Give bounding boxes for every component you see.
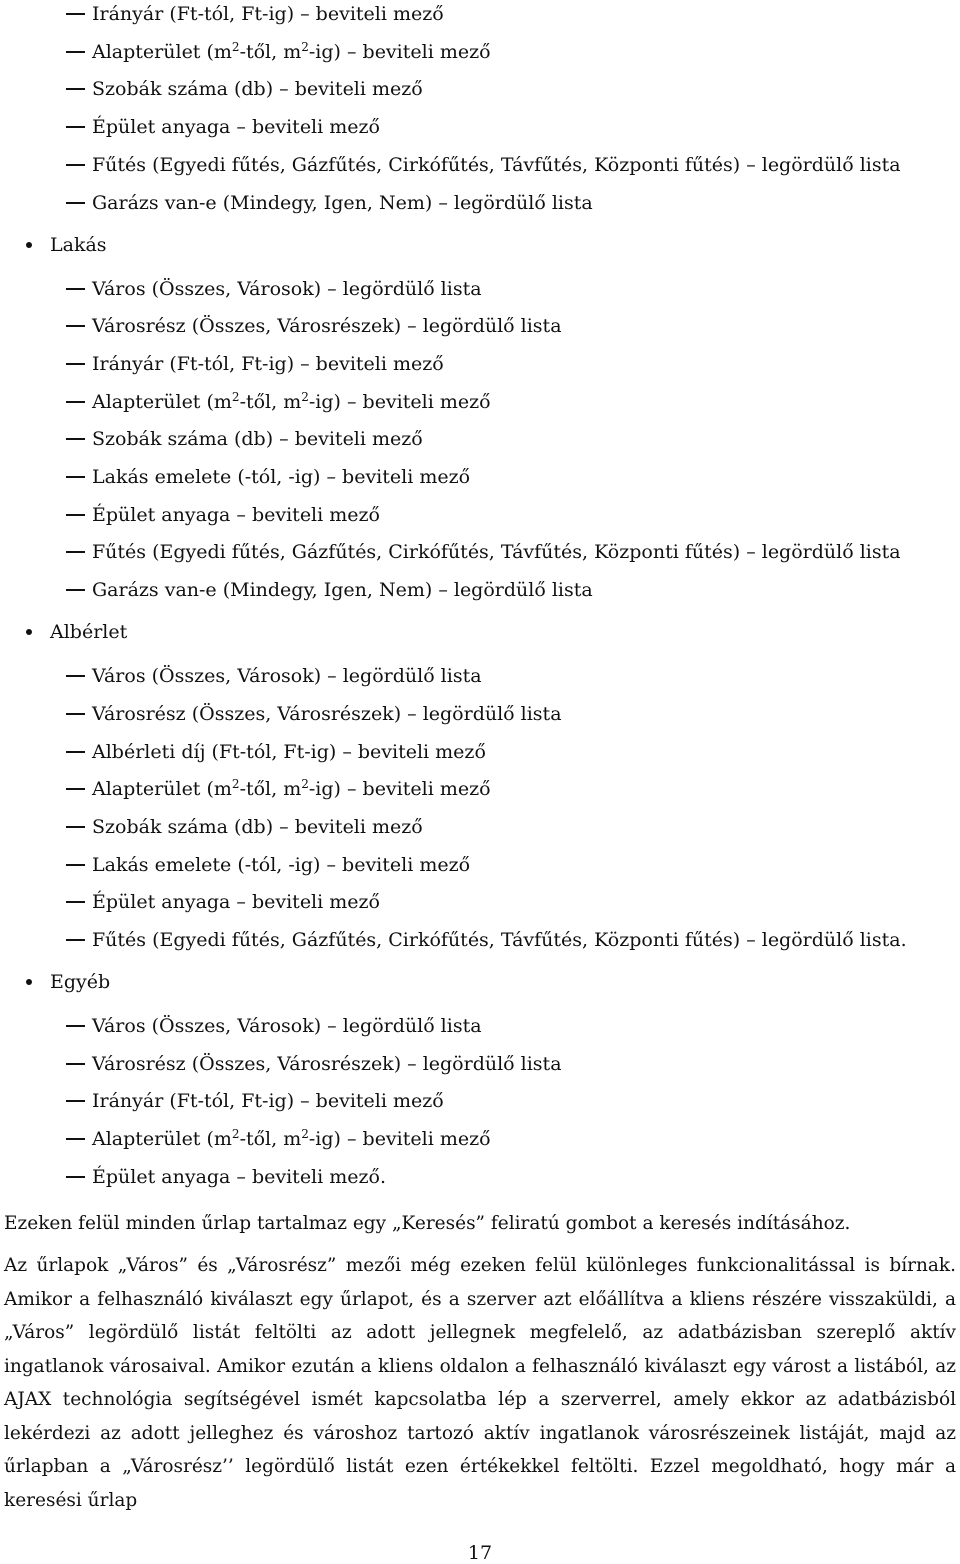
field-description	[92, 1166, 386, 1188]
superscript: 2	[231, 777, 240, 791]
text-segment: Lakás emelete (-tól, -ig) – beviteli mező	[92, 854, 471, 876]
city-district-paragraph: Az űrlapok „Város” és „Városrész” mezői még ezeken felül különleges funkcionalitással is bírnak. Amikor a felhasználó kiválaszt egy űrlapot, és a szerver azt előállítva a kliens részére visszaküldi, a „Város” legördülő listát feltölti az adott jellegnek megfelelő, az adatbázisban szereplő aktív ingatlanok városaival. Amikor ezután a kliens oldalon a felhasználó kiválaszt egy várost a listából, az AJAX technológia segítségével ismét kapcsolatba lép a szerverrel, amely ekkor az adatbázisból lekérdezi az adott jelleghez és városhoz tartozó aktív ingatlanok városrészeinek listáját, majd az űrlapban a „Városrész’’ legördülő listát ezen értékekkel feltölti. Ezzel megoldható, hogy már a keresési űrlap	[4, 1255, 956, 1511]
field-description	[92, 1128, 491, 1150]
bullet-icon	[26, 629, 32, 635]
dash-icon	[66, 363, 85, 365]
field-description	[92, 466, 470, 488]
dash-icon	[66, 1063, 85, 1065]
text-segment: Fűtés (Egyedi fűtés, Gázfűtés, Cirkófűtés, Távfűtés, Központi fűtés) – legördülő lista	[92, 154, 901, 176]
text-segment: Szobák száma (db) – beviteli mező	[92, 428, 423, 450]
field-description	[92, 1053, 562, 1075]
text-segment: Alapterület (m	[92, 778, 232, 800]
dash-icon	[66, 514, 85, 516]
field-description	[92, 116, 380, 138]
page-number: 17	[467, 1542, 493, 1564]
superscript: 2	[231, 1127, 240, 1141]
field-description	[92, 1090, 444, 1112]
text-segment: -től, m	[239, 1128, 302, 1150]
dash-icon	[66, 401, 85, 403]
text-segment: Épület anyaga – beviteli mező	[92, 116, 380, 138]
text-segment: -től, m	[239, 391, 302, 413]
field-description	[92, 891, 380, 913]
dash-icon	[66, 1138, 85, 1140]
text-segment: Városrész (Összes, Városrészek) – legördülő lista	[92, 1053, 562, 1075]
text-segment: Szobák száma (db) – beviteli mező	[92, 78, 423, 100]
text-segment: Irányár (Ft-tól, Ft-ig) – beviteli mező	[92, 3, 444, 25]
text-segment: Fűtés (Egyedi fűtés, Gázfűtés, Cirkófűtés, Távfűtés, Központi fűtés) – legördülő lista	[92, 541, 901, 563]
text-segment: Város (Összes, Városok) – legördülő lista	[92, 665, 482, 687]
text-segment: Alapterület (m	[92, 41, 232, 63]
dash-icon	[66, 438, 85, 440]
bullet-icon	[26, 979, 32, 985]
category-label: Albérlet	[50, 621, 128, 644]
text-segment: Garázs van-e (Mindegy, Igen, Nem) – legördülő lista	[92, 192, 593, 214]
dash-icon	[66, 788, 85, 790]
text-segment: Város (Összes, Városok) – legördülő lista	[92, 1015, 482, 1037]
dash-icon	[66, 325, 85, 327]
field-description	[92, 192, 593, 214]
text-segment: -ig) – beviteli mező	[308, 41, 491, 63]
text-segment: Lakás emelete (-tól, -ig) – beviteli mező	[92, 466, 471, 488]
text-segment: Irányár (Ft-tól, Ft-ig) – beviteli mező	[92, 353, 444, 375]
dash-icon	[66, 88, 85, 90]
field-description	[92, 428, 423, 450]
text-segment: Városrész (Összes, Városrészek) – legördülő lista	[92, 703, 562, 725]
superscript: 2	[301, 40, 309, 54]
text-segment: Irányár (Ft-tól, Ft-ig) – beviteli mező	[92, 1090, 444, 1112]
text-segment: Város (Összes, Városok) – legördülő lista	[92, 278, 482, 300]
superscript: 2	[231, 40, 240, 54]
field-description	[92, 391, 491, 413]
field-description	[92, 816, 423, 838]
field-description	[92, 278, 482, 300]
superscript: 2	[301, 1127, 309, 1141]
search-button-paragraph: Ezeken felül minden űrlap tartalmaz egy „Keresés” feliratú gombot a keresés indításához.	[4, 1213, 851, 1234]
field-description	[92, 504, 380, 526]
field-description	[92, 353, 444, 375]
dash-icon	[66, 1176, 85, 1178]
field-description	[92, 41, 491, 63]
category-label: Egyéb	[50, 971, 111, 993]
text-segment: Városrész (Összes, Városrészek) – legördülő lista	[92, 315, 562, 337]
text-segment: Épület anyaga – beviteli mező.	[92, 1166, 386, 1188]
dash-icon	[66, 1100, 85, 1102]
dash-icon	[66, 589, 85, 591]
dash-icon	[66, 826, 85, 828]
field-description	[92, 579, 593, 601]
field-description	[92, 854, 470, 876]
dash-icon	[66, 751, 85, 753]
superscript: 2	[301, 390, 309, 404]
dash-icon	[66, 864, 85, 866]
field-description	[92, 741, 486, 763]
dash-icon	[66, 551, 85, 553]
dash-icon	[66, 51, 85, 53]
text-segment: -től, m	[239, 778, 302, 800]
dash-icon	[66, 1025, 85, 1027]
dash-icon	[66, 476, 85, 478]
dash-icon	[66, 164, 85, 166]
dash-icon	[66, 713, 85, 715]
field-description	[92, 78, 423, 100]
field-description	[92, 778, 491, 800]
field-description	[92, 154, 901, 176]
field-description	[92, 703, 562, 725]
field-description	[92, 665, 482, 687]
dash-icon	[66, 13, 85, 15]
text-segment: -ig) – beviteli mező	[308, 1128, 491, 1150]
superscript: 2	[301, 777, 309, 791]
text-segment: Garázs van-e (Mindegy, Igen, Nem) – legördülő lista	[92, 579, 593, 601]
text-segment: -ig) – beviteli mező	[308, 391, 491, 413]
text-segment: Szobák száma (db) – beviteli mező	[92, 816, 423, 838]
field-description	[92, 929, 907, 951]
text-segment: Alapterület (m	[92, 1128, 232, 1150]
dash-icon	[66, 939, 85, 941]
superscript: 2	[231, 390, 240, 404]
text-segment: Épület anyaga – beviteli mező	[92, 504, 380, 526]
text-segment: Alapterület (m	[92, 391, 232, 413]
text-segment: Albérleti díj (Ft-tól, Ft-ig) – beviteli mező	[92, 741, 486, 763]
text-segment: -ig) – beviteli mező	[308, 778, 491, 800]
dash-icon	[66, 675, 85, 677]
dash-icon	[66, 901, 85, 903]
field-description	[92, 541, 901, 563]
dash-icon	[66, 288, 85, 290]
dash-icon	[66, 126, 85, 128]
field-description	[92, 1015, 482, 1037]
field-description	[92, 315, 562, 337]
bullet-icon	[26, 242, 32, 248]
text-segment: Épület anyaga – beviteli mező	[92, 891, 380, 913]
category-label: Lakás	[50, 233, 107, 256]
dash-icon	[66, 202, 85, 204]
field-description	[92, 3, 444, 25]
text-segment: Fűtés (Egyedi fűtés, Gázfűtés, Cirkófűtés, Távfűtés, Központi fűtés) – legördülő lista.	[92, 929, 907, 951]
text-segment: -től, m	[239, 41, 302, 63]
